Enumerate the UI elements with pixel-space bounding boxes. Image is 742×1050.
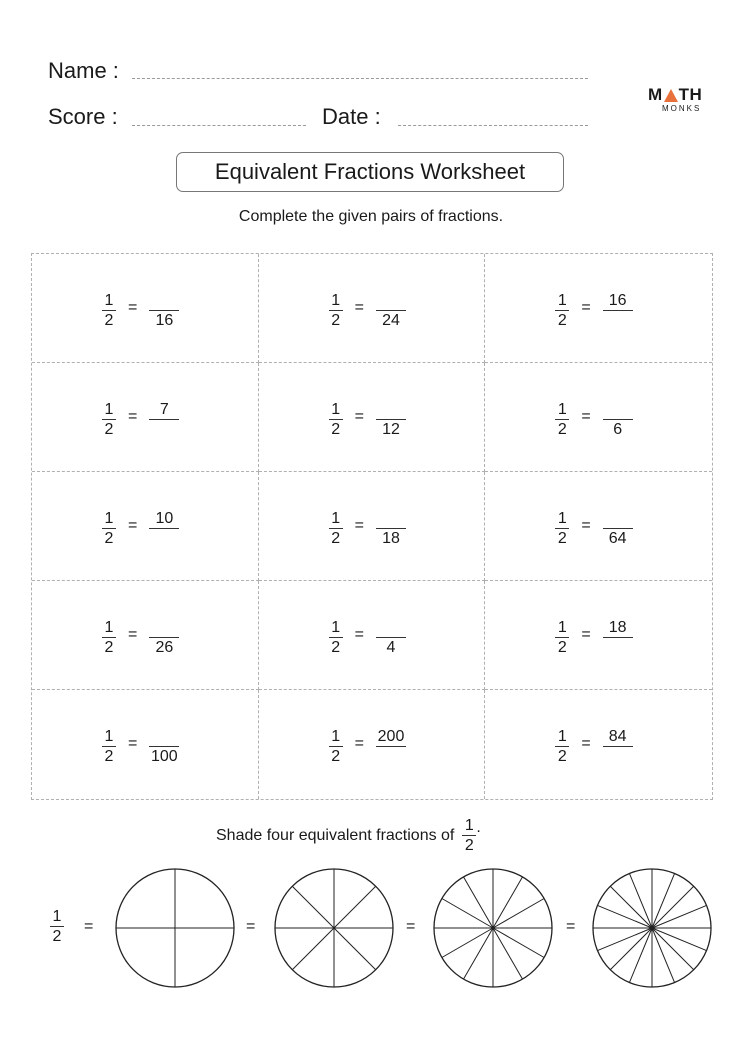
triangle-icon [664,89,678,102]
given-fraction [102,400,116,439]
fraction-equation [329,617,406,657]
problem-cell [485,581,712,690]
problem-cell [485,472,712,581]
answer-fraction[interactable] [149,618,179,657]
answer-numerator[interactable]: 18 [608,618,627,636]
problem-cell [259,363,486,472]
answer-denominator[interactable]: 12 [382,420,400,438]
given-numerator: 1 [331,291,341,309]
problem-cell [485,690,712,799]
problem-cell [32,690,259,799]
answer-fraction[interactable] [376,618,406,657]
problem-cell [485,254,712,363]
score-field[interactable] [132,125,306,126]
equals-sign: = [581,408,591,425]
answer-denominator[interactable]: 100 [150,747,178,765]
half-denominator: 2 [52,928,62,945]
given-denominator: 2 [104,747,114,765]
fraction-circles [0,860,742,1000]
title-text: Equivalent Fractions Worksheet [214,159,526,184]
given-fraction [102,291,116,330]
fraction-equation [555,508,632,548]
fraction-equation [102,290,179,330]
math-monks-logo [648,86,708,114]
equals-sign: = [566,918,576,935]
logo-letter-m: M [648,85,663,104]
answer-numerator[interactable]: 16 [608,291,627,309]
fraction-bar [376,746,406,747]
answer-denominator[interactable]: 16 [155,311,174,329]
fraction-bar [603,637,633,638]
given-fraction [555,291,569,330]
problem-cell [32,254,259,363]
equals-sign: = [354,735,364,752]
answer-fraction[interactable] [603,727,633,766]
given-fraction [102,618,116,657]
given-denominator: 2 [331,529,341,547]
shade-instruction [216,816,481,855]
equals-sign: = [581,735,591,752]
given-denominator: 2 [104,311,114,329]
problem-cell [485,363,712,472]
given-fraction [555,618,569,657]
equals-sign: = [354,299,364,316]
given-denominator: 2 [331,311,341,329]
equals-sign: = [128,517,138,534]
half-numerator: 1 [52,908,62,925]
problem-cell [259,690,486,799]
problem-cell [259,472,486,581]
circle-12-parts[interactable] [434,869,552,987]
fraction-equation [555,399,632,439]
answer-fraction[interactable] [149,400,179,439]
equals-sign: = [246,918,256,935]
shade-fraction-numerator: 1 [464,817,474,834]
fraction-equation [329,290,406,330]
given-denominator: 2 [104,529,114,547]
fraction-equation [102,399,179,439]
date-label: Date : [322,104,381,129]
problem-cell [32,581,259,690]
problem-grid [31,253,713,800]
answer-fraction[interactable] [603,400,633,439]
answer-numerator[interactable]: 7 [159,400,169,418]
answer-fraction[interactable] [149,727,179,766]
fraction-equation [555,290,632,330]
score-label: Score : [48,104,118,129]
answer-fraction[interactable] [376,509,406,548]
fraction-equation [555,726,632,766]
circle-16-parts[interactable] [593,869,711,987]
given-numerator: 1 [104,727,114,745]
answer-fraction[interactable] [376,727,406,766]
shade-fraction-denominator: 2 [464,837,474,854]
answer-numerator[interactable]: 10 [155,509,174,527]
date-field[interactable] [398,125,588,126]
given-fraction [329,291,343,330]
given-denominator: 2 [557,638,567,656]
given-denominator: 2 [557,311,567,329]
given-numerator: 1 [104,618,114,636]
answer-denominator[interactable]: 18 [382,529,400,547]
fraction-bar [149,419,179,420]
equals-sign: = [406,918,416,935]
answer-denominator[interactable]: 6 [613,420,623,438]
fraction-equation [102,508,179,548]
circle-8-parts[interactable] [275,869,393,987]
answer-denominator[interactable]: 24 [382,311,400,329]
equals-sign: = [354,626,364,643]
problem-cell [259,581,486,690]
fraction-equation [329,726,406,766]
given-fraction [329,618,343,657]
equals-sign: = [581,299,591,316]
given-denominator: 2 [104,420,114,438]
answer-fraction[interactable] [149,291,179,330]
logo-letters-th: TH [678,85,703,104]
logo-subtext: MONKS [662,104,702,113]
fraction-equation [329,508,406,548]
given-fraction [329,509,343,548]
given-numerator: 1 [557,618,567,636]
fraction-equation [102,617,179,657]
given-fraction [329,400,343,439]
answer-numerator[interactable]: 200 [377,727,405,745]
equals-sign: = [84,918,94,935]
given-numerator: 1 [104,400,114,418]
given-denominator: 2 [104,638,114,656]
name-label: Name : [48,58,119,83]
given-numerator: 1 [557,727,567,745]
answer-denominator[interactable]: 26 [155,638,174,656]
equals-sign: = [128,735,138,752]
given-fraction [329,727,343,766]
circle-4-parts[interactable] [116,869,234,987]
given-fraction [555,400,569,439]
answer-fraction[interactable] [603,509,633,548]
answer-fraction[interactable] [149,509,179,548]
given-fraction [555,509,569,548]
given-denominator: 2 [331,420,341,438]
given-denominator: 2 [331,747,341,765]
given-denominator: 2 [557,747,567,765]
given-fraction [555,727,569,766]
fraction-bar [149,528,179,529]
answer-denominator[interactable]: 4 [386,638,396,656]
worksheet-title [176,152,564,192]
equals-sign: = [128,626,138,643]
given-fraction [102,727,116,766]
shade-period: . [476,818,481,836]
given-denominator: 2 [557,420,567,438]
equals-sign: = [128,299,138,316]
given-numerator: 1 [331,618,341,636]
equals-sign: = [354,408,364,425]
answer-denominator[interactable]: 64 [608,529,627,547]
fraction-equation [555,617,632,657]
given-numerator: 1 [104,291,114,309]
given-numerator: 1 [557,291,567,309]
given-numerator: 1 [557,509,567,527]
answer-fraction[interactable] [376,400,406,439]
fraction-bar [603,746,633,747]
equals-sign: = [581,626,591,643]
fraction-equation [329,399,406,439]
answer-numerator[interactable]: 84 [608,727,627,745]
problem-cell [32,472,259,581]
answer-fraction[interactable] [603,618,633,657]
instructions: Complete the given pairs of fractions. [238,208,504,225]
shade-text: Shade four equivalent fractions of [216,826,455,844]
given-numerator: 1 [331,727,341,745]
given-numerator: 1 [557,400,567,418]
given-denominator: 2 [557,529,567,547]
problem-cell [32,363,259,472]
answer-fraction[interactable] [603,291,633,330]
fraction-equation [102,726,179,766]
given-numerator: 1 [104,509,114,527]
given-fraction [102,509,116,548]
equals-sign: = [581,517,591,534]
given-numerator: 1 [331,509,341,527]
shade-fraction [462,816,476,855]
equals-sign: = [354,517,364,534]
problem-cell [259,254,486,363]
given-numerator: 1 [331,400,341,418]
given-denominator: 2 [331,638,341,656]
name-field[interactable] [132,78,588,79]
equals-sign: = [128,408,138,425]
fraction-bar [603,310,633,311]
answer-fraction[interactable] [376,291,406,330]
